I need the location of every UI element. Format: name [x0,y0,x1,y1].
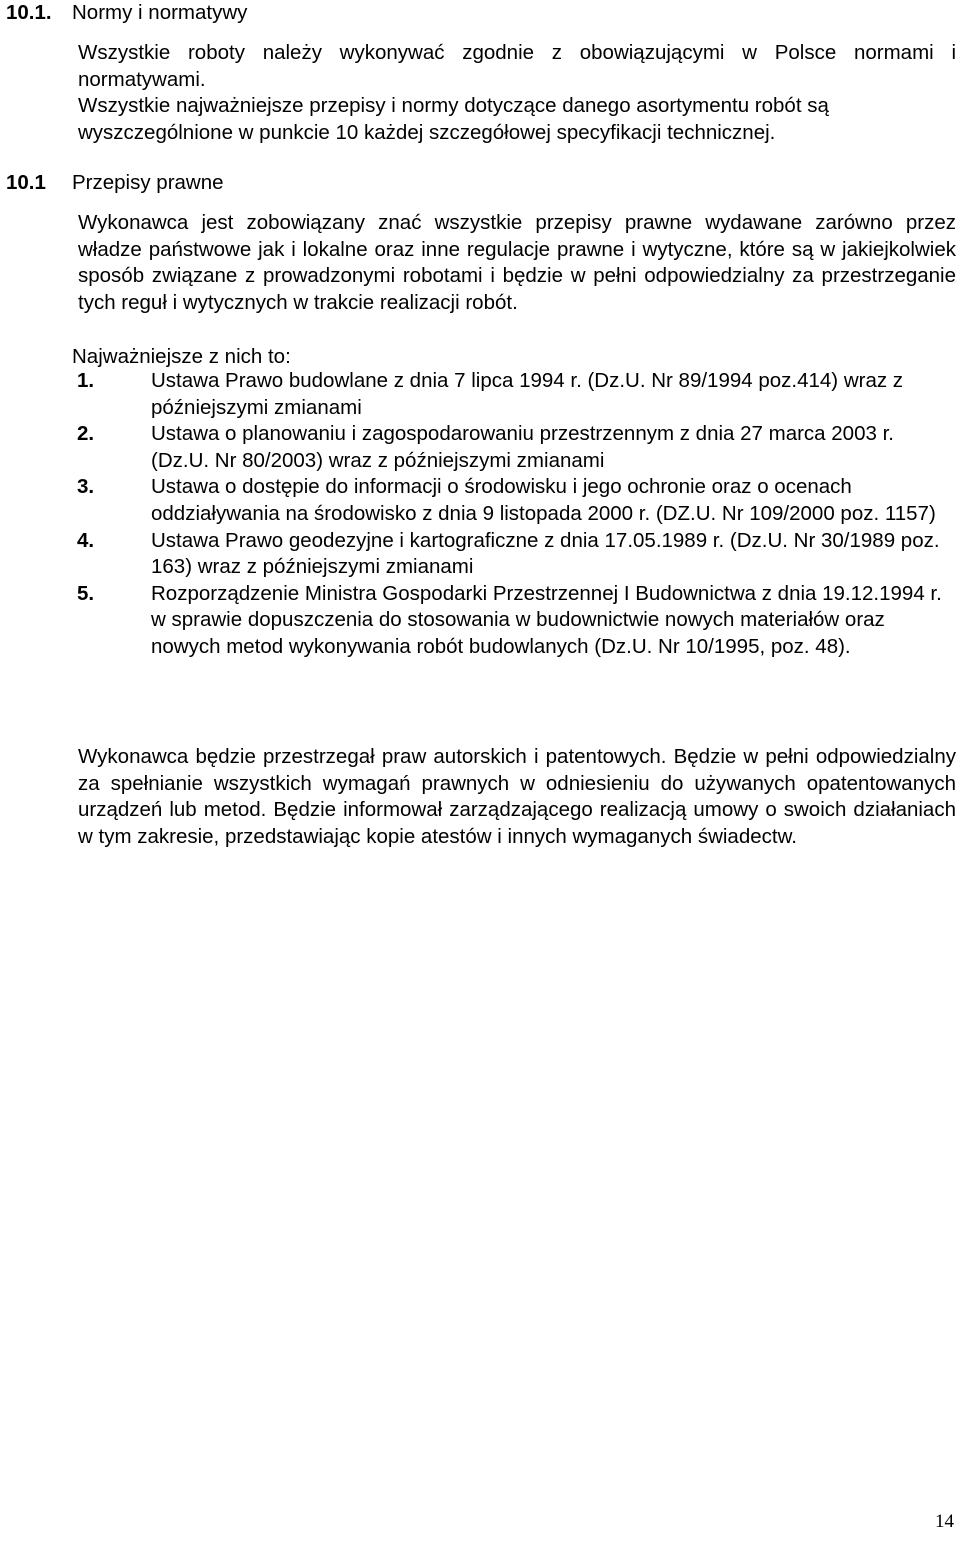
section-body [78,40,956,146]
section-title: Normy i normatywy [72,1,248,24]
list-item [77,474,957,527]
list-item-text: Ustawa Prawo budowlane z dnia 7 lipca 1994 r. (Dz.U. Nr 89/1994 poz.414) wraz z późniejszymi zmianami [151,369,904,419]
list-item [77,581,957,661]
list-item-number: 4. [77,528,95,552]
list-item-text: Rozporządzenie Ministra Gospodarki Przestrzennej I Budownictwa z dnia 19.12.1994 r. w sprawie dopuszczenia do stosowania w budownictwie nowych materiałów oraz nowych metod wykonywania robót budowlanych (Dz.U. Nr 10/1995, poz. 48). [151,581,942,658]
list-item-text: Ustawa o planowaniu i zagospodarowaniu przestrzennym z dnia 27 marca 2003 r. (Dz.U. Nr 80/2003) wraz z późniejszymi zmianami [151,422,894,472]
paragraph: Wykonawca jest zobowiązany znać wszystkie przepisy prawne wydawane zarówno przez władze państwowe jak i lokalne oraz inne regulacje prawne i wytyczne, które są w jakiejkolwiek sposób związane z prowadzonymi robotami i będzie w pełni odpowiedzialny za przestrzeganie tych reguł i wytycznych w trakcie realizacji robót. [78,211,956,314]
list-item-text: Ustawa Prawo geodezyjne i kartograficzne z dnia 17.05.1989 r. (Dz.U. Nr 30/1989 poz. 163) wraz z późniejszymi zmianami [151,528,940,579]
list-item-number: 5. [77,581,95,605]
regulations-list [77,368,957,661]
section-number: 10.1. [6,1,52,24]
paragraph: Wszystkie najważniejsze przepisy i normy dotyczące danego asortymentu robót są wyszczególnione w punkcie 10 każdej szczegółowej specyfikacji technicznej. [78,94,829,144]
list-item-number: 1. [77,369,95,392]
list-item [77,368,957,421]
paragraph: Wszystkie roboty należy wykonywać zgodnie z obowiązującymi w Polsce normami i normatywami. [78,41,956,91]
subsection-title: Przepisy prawne [72,171,224,194]
page-number: 14 [935,1511,954,1532]
list-item [77,421,957,474]
list-item-number: 3. [77,475,95,499]
paragraph: Wykonawca będzie przestrzegał praw autorskich i patentowych. Będzie w pełni odpowiedzialny za spełnianie wszystkich wymagań prawnych w odniesieniu do używanych opatentowanych urządzeń lub metod. Będzie informował zarządzającego realizacją umowy o swoich działaniach w tym zakresie, przedstawiając kopie atestów i innych wymaganych świadectw. [78,745,956,848]
closing-paragraph-block [78,744,956,850]
section-heading [6,0,247,26]
subsection-heading [6,170,224,196]
list-item-text: Ustawa o dostępie do informacji o środowisku i jego ochronie oraz o ocenach oddziaływania na środowisko z dnia 9 listopada 2000 r. (DZ.U. Nr 109/2000 poz. 1157) [151,475,936,525]
list-lead: Najważniejsze z nich to: [72,345,291,368]
subsection-intro [78,210,956,316]
list-item-number: 2. [77,422,95,446]
list-item [77,528,957,581]
subsection-number: 10.1 [6,171,46,194]
